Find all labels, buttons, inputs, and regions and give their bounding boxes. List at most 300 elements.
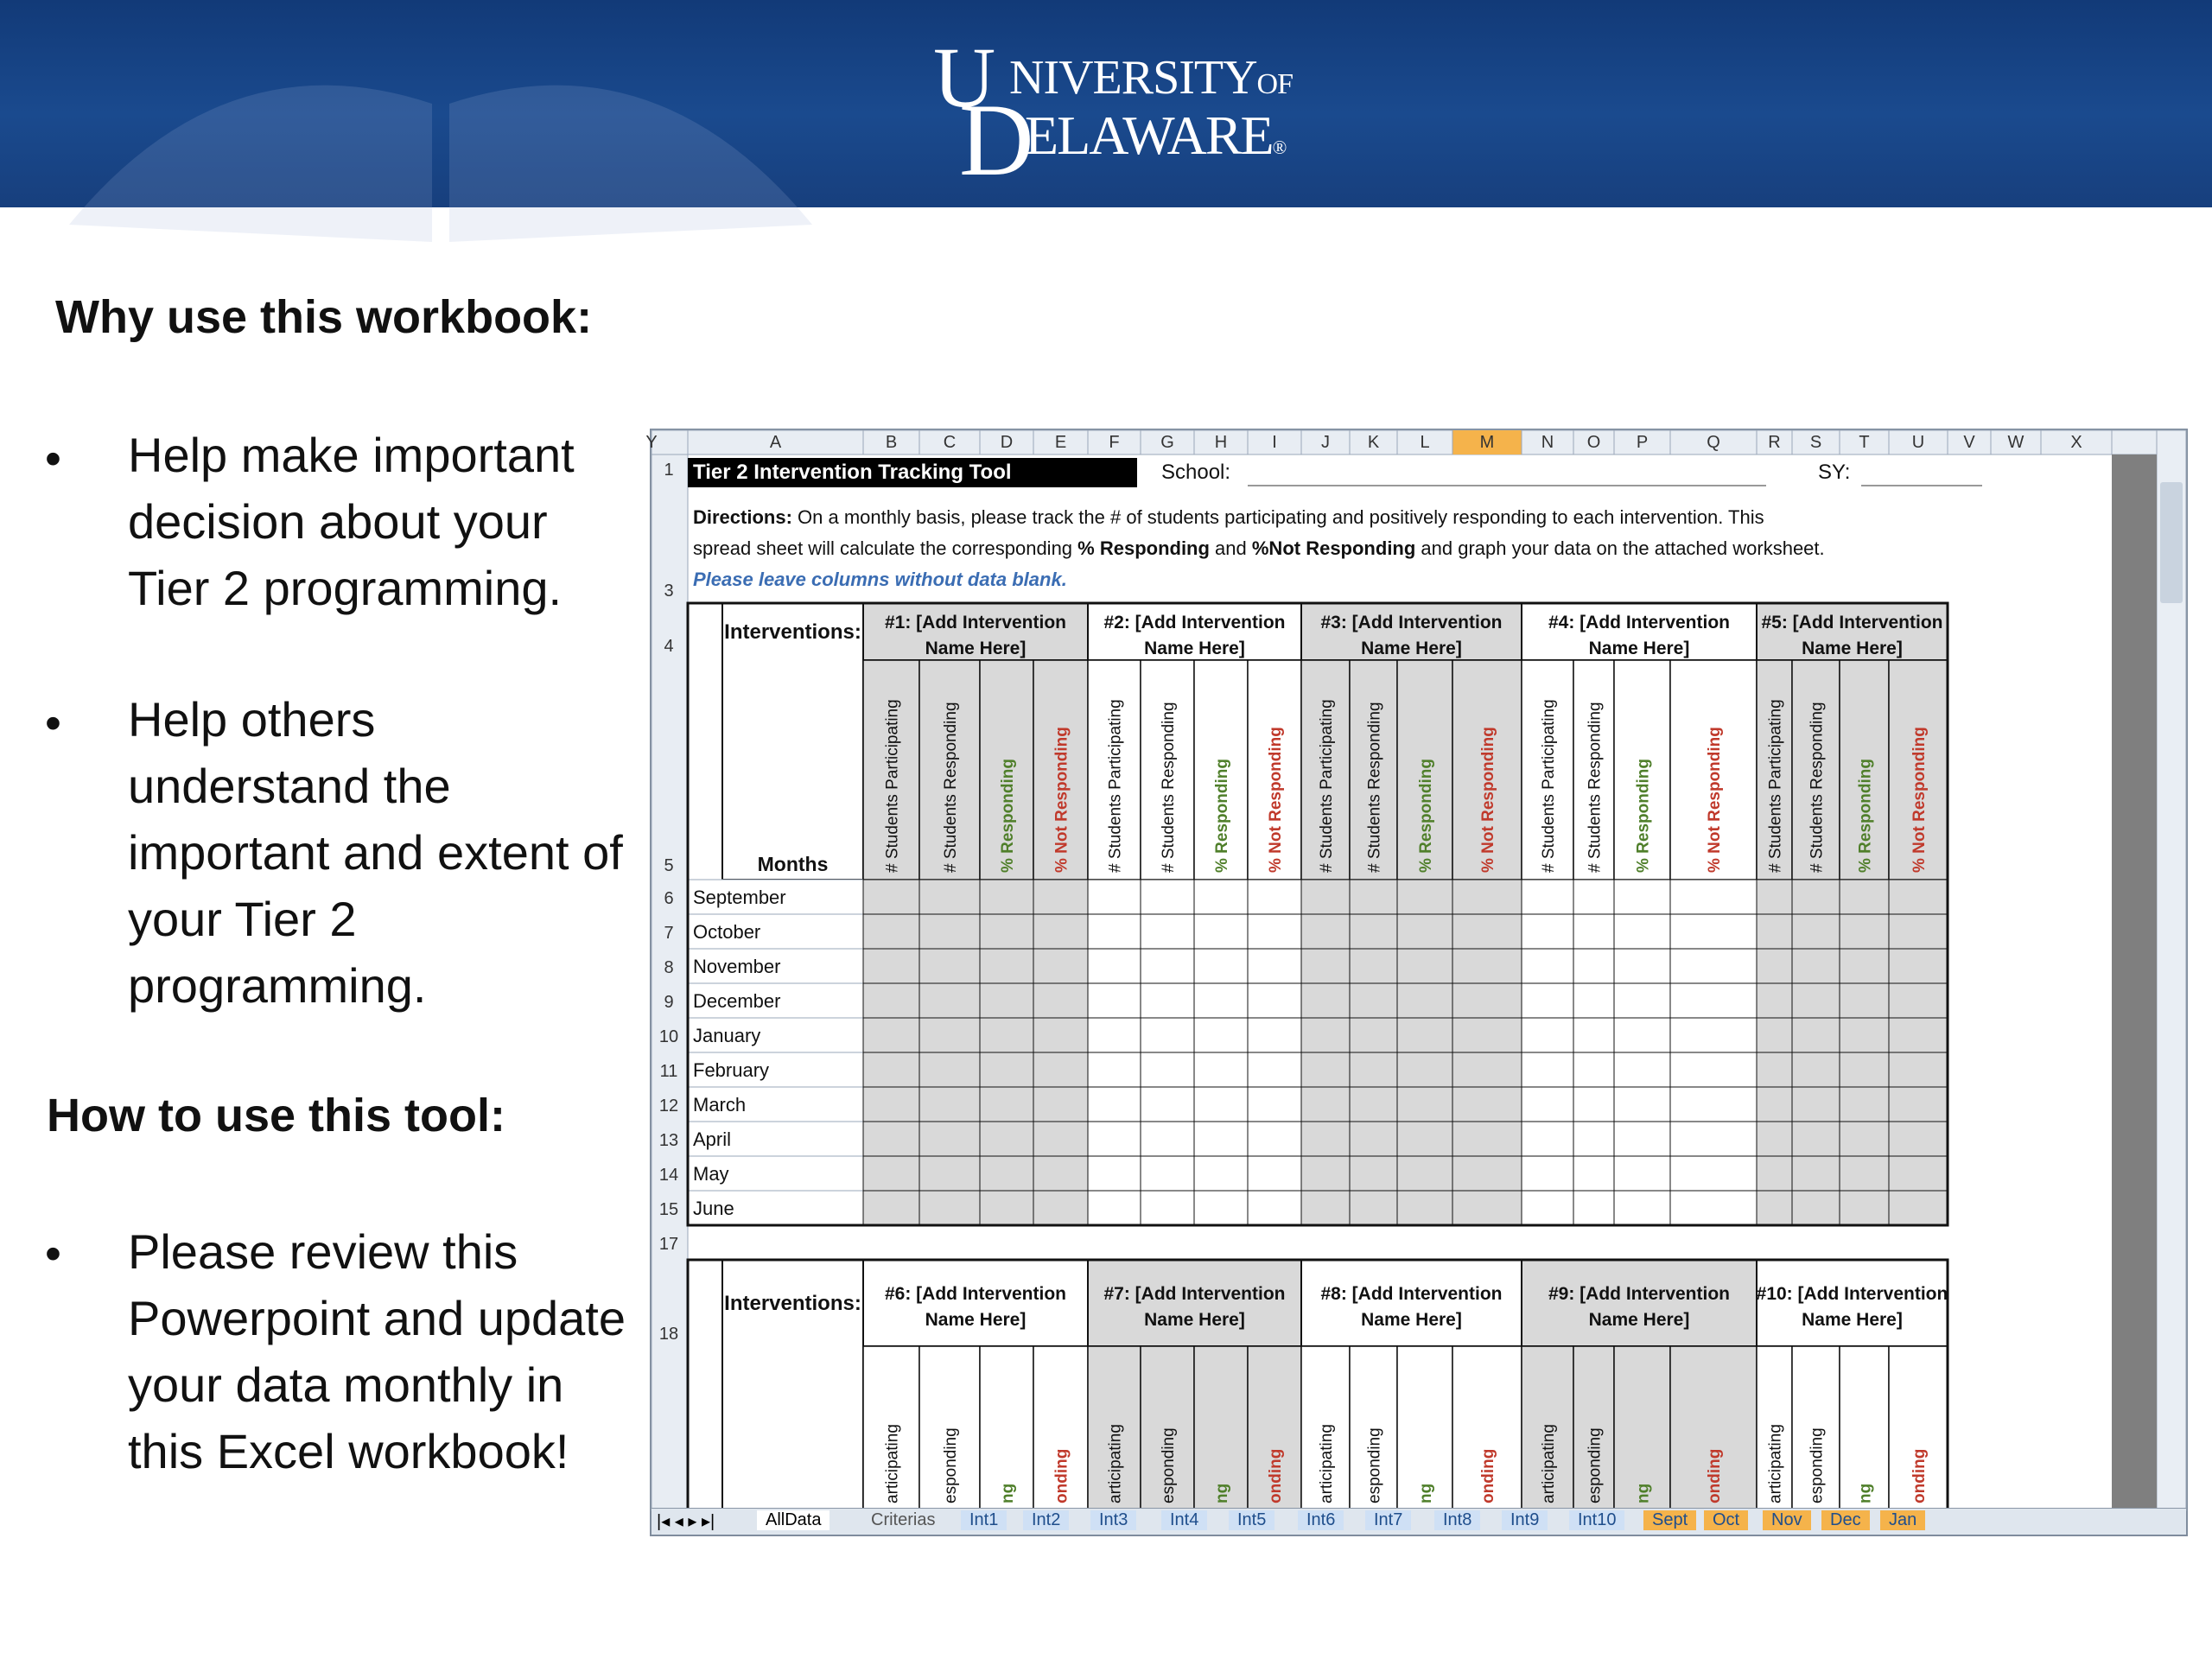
data-cell bbox=[1033, 880, 1088, 914]
data-cell bbox=[1397, 1156, 1452, 1191]
data-cell bbox=[1757, 1087, 1792, 1122]
column-letter: S bbox=[1809, 433, 1822, 452]
data-cell bbox=[1573, 983, 1614, 1018]
data-cell bbox=[1301, 1087, 1350, 1122]
data-cell bbox=[1248, 1191, 1301, 1225]
data-cell bbox=[1088, 949, 1141, 983]
data-cell bbox=[1033, 949, 1088, 983]
intervention-name: Name Here] bbox=[1361, 639, 1462, 658]
data-cell bbox=[1141, 1156, 1194, 1191]
data-cell bbox=[1194, 914, 1248, 949]
data-cell bbox=[1889, 1052, 1948, 1087]
data-cell bbox=[1301, 1018, 1350, 1052]
sub-header-label: % Responding bbox=[999, 759, 1017, 873]
interventions-label: Interventions: bbox=[724, 620, 861, 644]
intervention-name: #1: [Add Intervention bbox=[884, 613, 1067, 632]
sub-header-label: % Responding bbox=[1417, 759, 1435, 873]
column-letter: R bbox=[1768, 433, 1781, 452]
data-cell bbox=[980, 1122, 1033, 1156]
data-cell bbox=[1614, 1122, 1670, 1156]
data-cell bbox=[1141, 1018, 1194, 1052]
data-cell bbox=[1194, 1191, 1248, 1225]
data-cell bbox=[980, 983, 1033, 1018]
intervention-name: #8: [Add Intervention bbox=[1320, 1284, 1503, 1304]
data-cell bbox=[1614, 914, 1670, 949]
row-number: 4 bbox=[664, 637, 674, 656]
sub-header-label: % Not Responding bbox=[1052, 727, 1071, 873]
column-letter: K bbox=[1367, 433, 1380, 452]
data-cell bbox=[1792, 1087, 1840, 1122]
data-cell bbox=[1141, 1122, 1194, 1156]
data-cell bbox=[1614, 983, 1670, 1018]
row-number: 8 bbox=[664, 958, 674, 977]
data-cell bbox=[1792, 1122, 1840, 1156]
sub-header-label: # Students Responding bbox=[942, 702, 960, 873]
column-letter: P bbox=[1636, 433, 1649, 452]
data-cell bbox=[1792, 914, 1840, 949]
sub-header-label: onding bbox=[1706, 1448, 1724, 1503]
sub-header-label: % Not Responding bbox=[1910, 727, 1929, 873]
sheet-tab[interactable]: Int8 bbox=[1434, 1510, 1480, 1530]
sheet-tab[interactable]: Int2 bbox=[1023, 1510, 1069, 1530]
sub-header-label: % Responding bbox=[1634, 759, 1653, 873]
university-logo: U D NIVERSITYOF ELAWARE® bbox=[933, 29, 1293, 197]
column-letter: V bbox=[1963, 433, 1975, 452]
data-cell bbox=[1573, 1052, 1614, 1087]
data-cell bbox=[1522, 1087, 1573, 1122]
column-letter: U bbox=[1911, 433, 1925, 452]
sheet-tab[interactable]: Int6 bbox=[1298, 1510, 1344, 1530]
data-cell bbox=[1614, 1018, 1670, 1052]
sub-header-label: esponding bbox=[1365, 1427, 1384, 1503]
intervention-name: #6: [Add Intervention bbox=[884, 1284, 1067, 1304]
column-letter: G bbox=[1160, 433, 1174, 452]
column-letter: A bbox=[769, 433, 782, 452]
data-cell bbox=[863, 1122, 919, 1156]
intervention-name: Name Here] bbox=[1802, 639, 1903, 658]
intervention-name: #3: [Add Intervention bbox=[1320, 613, 1503, 632]
data-cell bbox=[1792, 1052, 1840, 1087]
data-cell bbox=[863, 1087, 919, 1122]
data-cell bbox=[1840, 1018, 1889, 1052]
data-cell bbox=[1757, 1018, 1792, 1052]
data-cell bbox=[1573, 880, 1614, 914]
bullet-text: Help make important decision about your Tier 2 programming. bbox=[128, 428, 575, 615]
data-cell bbox=[1194, 983, 1248, 1018]
data-cell bbox=[1614, 949, 1670, 983]
data-cell bbox=[1889, 983, 1948, 1018]
data-cell bbox=[1350, 1018, 1397, 1052]
data-cell bbox=[1757, 914, 1792, 949]
data-cell bbox=[1397, 1087, 1452, 1122]
bullet-text: Help others understand the important and extent of your Tier 2 programming. bbox=[128, 692, 623, 1013]
data-cell bbox=[1452, 1018, 1522, 1052]
data-cell bbox=[1194, 1018, 1248, 1052]
data-cell bbox=[1522, 949, 1573, 983]
data-cell bbox=[1033, 1052, 1088, 1087]
data-cell bbox=[1033, 914, 1088, 949]
data-cell bbox=[1840, 1156, 1889, 1191]
sub-header-label: articipating bbox=[1106, 1424, 1125, 1503]
intervention-name: Name Here] bbox=[925, 639, 1027, 658]
sheet-title: Tier 2 Intervention Tracking Tool bbox=[693, 461, 1012, 484]
data-cell bbox=[1248, 1052, 1301, 1087]
row-number: 5 bbox=[664, 856, 674, 875]
data-cell bbox=[1840, 949, 1889, 983]
data-cell bbox=[1614, 880, 1670, 914]
data-cell bbox=[1397, 983, 1452, 1018]
data-cell bbox=[1397, 1122, 1452, 1156]
month-label: June bbox=[693, 1198, 734, 1219]
data-cell bbox=[1088, 1122, 1141, 1156]
data-cell bbox=[1397, 1191, 1452, 1225]
sheet-tab[interactable]: Oct bbox=[1704, 1510, 1748, 1530]
data-cell bbox=[1301, 914, 1350, 949]
intervention-name: Name Here] bbox=[1361, 1310, 1462, 1330]
column-letter: D bbox=[1000, 433, 1014, 452]
sheet-tab[interactable]: Sept bbox=[1643, 1510, 1696, 1530]
data-cell bbox=[863, 1052, 919, 1087]
sheet-tab[interactable]: Int4 bbox=[1161, 1510, 1207, 1530]
data-cell bbox=[1033, 1018, 1088, 1052]
sub-header-label: articipating bbox=[883, 1424, 902, 1503]
data-cell bbox=[1350, 1191, 1397, 1225]
sheet-tab[interactable]: Int7 bbox=[1365, 1510, 1411, 1530]
data-cell bbox=[1792, 880, 1840, 914]
sub-header-label: ng bbox=[1213, 1483, 1231, 1503]
column-letter: T bbox=[1859, 433, 1870, 452]
data-cell bbox=[863, 1191, 919, 1225]
data-cell bbox=[1033, 1156, 1088, 1191]
data-cell bbox=[1248, 880, 1301, 914]
directions-line: spread sheet will calculate the corresponding % Responding and %Not Responding and graph your data on the attached worksheet. bbox=[693, 537, 1825, 559]
sub-header-label: # Students Responding bbox=[1586, 702, 1605, 873]
data-cell bbox=[1840, 914, 1889, 949]
column-letter: Y bbox=[645, 433, 658, 452]
data-cell bbox=[1301, 1122, 1350, 1156]
data-cell bbox=[1350, 914, 1397, 949]
data-cell bbox=[1757, 983, 1792, 1018]
row-header-bar bbox=[652, 454, 688, 1510]
school-label: School: bbox=[1161, 461, 1231, 484]
data-cell bbox=[1397, 914, 1452, 949]
sheet-tab[interactable]: Int1 bbox=[961, 1510, 1007, 1530]
data-cell bbox=[1670, 983, 1757, 1018]
tab-navigation-icon[interactable]: |◂ ◂ ▸ ▸| bbox=[657, 1512, 715, 1531]
data-cell bbox=[1522, 1018, 1573, 1052]
sub-header-label: ng bbox=[1634, 1483, 1653, 1503]
intervention-name: #2: [Add Intervention bbox=[1103, 613, 1286, 632]
bullet-marker: • bbox=[45, 433, 61, 485]
data-cell bbox=[1670, 1191, 1757, 1225]
data-cell bbox=[1522, 1122, 1573, 1156]
data-cell bbox=[1088, 1052, 1141, 1087]
data-cell bbox=[980, 880, 1033, 914]
column-letter: B bbox=[885, 433, 898, 452]
sheet-tab[interactable]: AllData bbox=[757, 1510, 830, 1530]
heading-why: Why use this workbook: bbox=[55, 291, 593, 343]
column-letter: N bbox=[1541, 433, 1554, 452]
data-cell bbox=[1840, 1191, 1889, 1225]
intervention-name: #4: [Add Intervention bbox=[1548, 613, 1731, 632]
data-cell bbox=[1573, 1087, 1614, 1122]
data-cell bbox=[863, 983, 919, 1018]
sub-header-label: # Students Participating bbox=[883, 699, 902, 873]
data-cell bbox=[1452, 880, 1522, 914]
data-cell bbox=[1792, 1191, 1840, 1225]
column-letter: H bbox=[1214, 433, 1228, 452]
directions-line: Directions: On a monthly basis, please track the # of students participating and positively responding to each intervention. This bbox=[693, 506, 1764, 528]
data-cell bbox=[1141, 949, 1194, 983]
data-cell bbox=[1033, 1087, 1088, 1122]
data-cell bbox=[980, 1052, 1033, 1087]
row-number: 11 bbox=[659, 1062, 678, 1081]
data-cell bbox=[1792, 949, 1840, 983]
data-cell bbox=[919, 1156, 980, 1191]
column-letter: C bbox=[943, 433, 957, 452]
data-cell bbox=[980, 1087, 1033, 1122]
data-cell bbox=[919, 1122, 980, 1156]
data-cell bbox=[919, 914, 980, 949]
sub-header-label: % Responding bbox=[1856, 759, 1875, 873]
data-cell bbox=[1757, 1156, 1792, 1191]
data-cell bbox=[919, 1018, 980, 1052]
data-cell bbox=[1141, 880, 1194, 914]
intervention-name: Name Here] bbox=[925, 1310, 1027, 1330]
sheet-tab[interactable]: Criterias bbox=[871, 1510, 936, 1529]
sheet-tab[interactable]: Int10 bbox=[1569, 1510, 1624, 1530]
sheet-tab[interactable]: Int5 bbox=[1229, 1510, 1274, 1530]
sub-header-label: # Students Participating bbox=[1106, 699, 1125, 873]
data-cell bbox=[1757, 880, 1792, 914]
data-cell bbox=[1397, 880, 1452, 914]
data-cell bbox=[1088, 1087, 1141, 1122]
data-cell bbox=[980, 1191, 1033, 1225]
sheet-tab[interactable]: Int3 bbox=[1090, 1510, 1136, 1530]
data-cell bbox=[1033, 983, 1088, 1018]
data-cell bbox=[1088, 983, 1141, 1018]
data-cell bbox=[1350, 1156, 1397, 1191]
spreadsheet-grid bbox=[645, 430, 2186, 1510]
data-cell bbox=[1889, 1087, 1948, 1122]
data-cell bbox=[1889, 949, 1948, 983]
data-cell bbox=[1840, 1052, 1889, 1087]
data-cell bbox=[1757, 1122, 1792, 1156]
data-cell bbox=[1522, 1052, 1573, 1087]
spreadsheet-screenshot bbox=[645, 429, 2188, 1536]
data-cell bbox=[1522, 983, 1573, 1018]
data-cell bbox=[1573, 914, 1614, 949]
data-cell bbox=[1452, 1156, 1522, 1191]
data-cell bbox=[1573, 949, 1614, 983]
data-cell bbox=[1088, 1018, 1141, 1052]
row-number: 14 bbox=[658, 1166, 679, 1185]
sub-header-label: onding bbox=[1910, 1448, 1929, 1503]
data-cell bbox=[1194, 1052, 1248, 1087]
row-number: 12 bbox=[658, 1096, 679, 1116]
data-cell bbox=[1088, 914, 1141, 949]
data-cell bbox=[1248, 1018, 1301, 1052]
header-banner bbox=[0, 0, 2212, 207]
row-number: 3 bbox=[664, 582, 674, 601]
column-header-bar bbox=[652, 430, 2186, 454]
data-cell bbox=[1248, 1156, 1301, 1191]
row-number: 7 bbox=[664, 924, 674, 943]
sub-header-label: # Students Responding bbox=[1160, 702, 1178, 873]
data-cell bbox=[919, 983, 980, 1018]
sheet-tab[interactable]: Dec bbox=[1821, 1510, 1870, 1530]
data-cell bbox=[1840, 1122, 1889, 1156]
column-letter: I bbox=[1272, 433, 1277, 452]
interventions-label-cell bbox=[722, 603, 863, 880]
data-cell bbox=[919, 1052, 980, 1087]
month-label: May bbox=[693, 1163, 729, 1185]
intervention-name: #9: [Add Intervention bbox=[1548, 1284, 1731, 1304]
data-cell bbox=[1573, 1191, 1614, 1225]
sub-header-label: # Students Participating bbox=[1540, 699, 1558, 873]
sub-header-label: % Not Responding bbox=[1706, 727, 1724, 873]
data-cell bbox=[1301, 880, 1350, 914]
data-cell bbox=[1248, 914, 1301, 949]
month-label: October bbox=[693, 921, 761, 943]
data-cell bbox=[1141, 983, 1194, 1018]
data-cell bbox=[1350, 983, 1397, 1018]
data-cell bbox=[1397, 1018, 1452, 1052]
data-cell bbox=[1033, 1191, 1088, 1225]
data-cell bbox=[1088, 1156, 1141, 1191]
data-cell bbox=[1452, 1122, 1522, 1156]
data-cell bbox=[1301, 1191, 1350, 1225]
sub-header-label: # Students Responding bbox=[1365, 702, 1384, 873]
data-cell bbox=[1522, 1191, 1573, 1225]
column-letter: O bbox=[1586, 433, 1601, 452]
sub-header-label: articipating bbox=[1766, 1424, 1785, 1503]
sub-header-label: % Responding bbox=[1213, 759, 1231, 873]
data-cell bbox=[1452, 983, 1522, 1018]
data-cell bbox=[1670, 1122, 1757, 1156]
data-cell bbox=[1670, 914, 1757, 949]
month-label: September bbox=[693, 887, 786, 908]
data-cell bbox=[1840, 1087, 1889, 1122]
month-label: November bbox=[693, 956, 781, 977]
bullet-marker: • bbox=[45, 697, 61, 749]
data-cell bbox=[919, 880, 980, 914]
data-cell bbox=[1792, 1156, 1840, 1191]
data-cell bbox=[1248, 1122, 1301, 1156]
sub-header-label: # Students Responding bbox=[1808, 702, 1827, 873]
sub-header-label: onding bbox=[1052, 1448, 1071, 1503]
sub-header-label: ng bbox=[1417, 1483, 1435, 1503]
column-letter: F bbox=[1109, 433, 1120, 452]
data-cell bbox=[980, 949, 1033, 983]
months-label: Months bbox=[757, 853, 829, 875]
data-cell bbox=[1301, 949, 1350, 983]
data-cell bbox=[1792, 983, 1840, 1018]
data-cell bbox=[1194, 1087, 1248, 1122]
data-cell bbox=[1670, 1087, 1757, 1122]
sheet-tab[interactable]: Int9 bbox=[1502, 1510, 1548, 1530]
bullet-text: Please review this Powerpoint and update your data monthly in this Excel workbook! bbox=[128, 1224, 626, 1478]
data-cell bbox=[863, 949, 919, 983]
data-cell bbox=[980, 1018, 1033, 1052]
sub-header-label: esponding bbox=[1586, 1427, 1605, 1503]
sub-header-label: % Not Responding bbox=[1479, 727, 1497, 873]
data-cell bbox=[1141, 1052, 1194, 1087]
data-cell bbox=[863, 1018, 919, 1052]
data-cell bbox=[1522, 914, 1573, 949]
row-number: 10 bbox=[658, 1027, 679, 1046]
data-cell bbox=[1670, 1156, 1757, 1191]
data-cell bbox=[863, 880, 919, 914]
data-cell bbox=[1889, 1122, 1948, 1156]
sub-header-label: % Not Responding bbox=[1267, 727, 1285, 873]
row-number: 13 bbox=[658, 1131, 679, 1150]
data-cell bbox=[1670, 949, 1757, 983]
data-cell bbox=[1194, 1156, 1248, 1191]
data-cell bbox=[1522, 880, 1573, 914]
data-cell bbox=[1614, 1191, 1670, 1225]
row-number: 1 bbox=[664, 461, 674, 480]
sheet-tab[interactable]: Jan bbox=[1880, 1510, 1925, 1530]
data-cell bbox=[980, 1156, 1033, 1191]
sub-header-label: # Students Participating bbox=[1318, 699, 1336, 873]
column-letter: X bbox=[2070, 433, 2082, 452]
data-cell bbox=[1889, 880, 1948, 914]
data-cell bbox=[1088, 880, 1141, 914]
data-cell bbox=[1573, 1156, 1614, 1191]
data-cell bbox=[1088, 1191, 1141, 1225]
row-number: 17 bbox=[658, 1235, 679, 1254]
data-cell bbox=[1840, 880, 1889, 914]
data-cell bbox=[1452, 914, 1522, 949]
month-label: December bbox=[693, 990, 781, 1012]
data-cell bbox=[1194, 880, 1248, 914]
sy-label: SY: bbox=[1818, 461, 1851, 484]
sheet-tabs[interactable] bbox=[652, 1508, 2186, 1535]
sub-header-label: # Students Participating bbox=[1766, 699, 1785, 873]
row-number: 9 bbox=[664, 993, 674, 1012]
data-cell bbox=[1670, 1052, 1757, 1087]
data-cell bbox=[1301, 1052, 1350, 1087]
column-letter: Q bbox=[1707, 433, 1720, 452]
data-cell bbox=[919, 1191, 980, 1225]
sub-header-label: ng bbox=[1856, 1483, 1875, 1503]
data-cell bbox=[1452, 1052, 1522, 1087]
data-cell bbox=[1614, 1156, 1670, 1191]
sheet-tab[interactable]: Nov bbox=[1763, 1510, 1811, 1530]
data-cell bbox=[1452, 1087, 1522, 1122]
unused-area bbox=[2112, 454, 2157, 1510]
data-cell bbox=[863, 1156, 919, 1191]
sub-header-label: esponding bbox=[1808, 1427, 1827, 1503]
sub-header-label: esponding bbox=[942, 1427, 960, 1503]
data-cell bbox=[1889, 914, 1948, 949]
data-cell bbox=[1452, 949, 1522, 983]
data-cell bbox=[1573, 1122, 1614, 1156]
sub-header-label: articipating bbox=[1540, 1424, 1558, 1503]
row-number: 6 bbox=[664, 889, 674, 908]
intervention-name: #7: [Add Intervention bbox=[1103, 1284, 1286, 1304]
intervention-name: Name Here] bbox=[1144, 639, 1245, 658]
data-cell bbox=[1452, 1191, 1522, 1225]
column-letter: L bbox=[1420, 433, 1430, 452]
data-cell bbox=[1840, 983, 1889, 1018]
column-letter: M bbox=[1479, 433, 1495, 452]
intervention-name: Name Here] bbox=[1802, 1310, 1903, 1330]
data-cell bbox=[1194, 1122, 1248, 1156]
data-cell bbox=[1792, 1018, 1840, 1052]
heading-how: How to use this tool: bbox=[47, 1090, 505, 1141]
